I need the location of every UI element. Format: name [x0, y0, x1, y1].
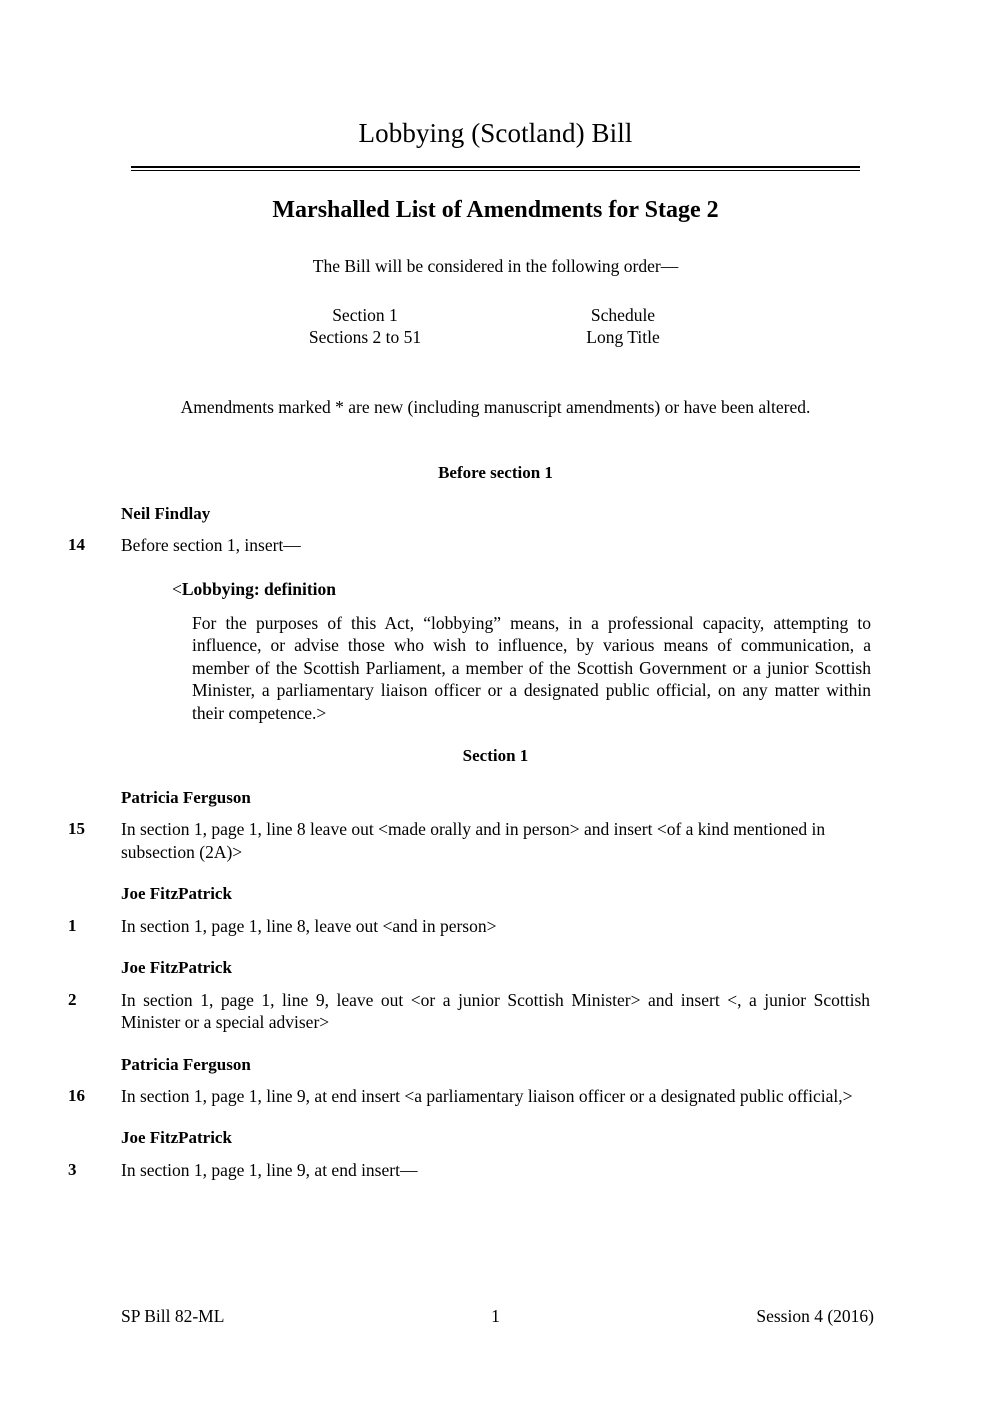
footer-bill-reference: SP Bill 82-ML: [121, 1306, 225, 1326]
member-name-neil-findlay: Neil Findlay: [121, 504, 211, 524]
amendment-number: 15: [68, 819, 85, 839]
amendment-number: 1: [68, 915, 77, 935]
amendments-note: Amendments marked * are new (including manuscript amendments) or have been altered.: [180, 396, 811, 417]
contents-item: Section 1: [332, 304, 398, 325]
amendment-entry-1: [0, 915, 991, 938]
footer-page-number: 1: [491, 1306, 500, 1326]
contents-item: Sections 2 to 51: [308, 327, 422, 348]
document-subtitle: Marshalled List of Amendments for Stage 2: [272, 197, 719, 224]
contents-columns: [0, 304, 991, 360]
inserted-provision-body: For the purposes of this Act, “lobbying” means, in a professional capacity, attempting to influence, or advise those who wish to influence, by various means of communication, a member of the Scottish Parliament, a member of the Scottish Government or a junior Scottish Minister, a parliamentary liaison officer or a designated public official, on any matter within their competence.>: [192, 612, 871, 723]
page-title: Lobbying (Scotland) Bill: [358, 118, 633, 148]
amendment-number: 16: [68, 1085, 85, 1105]
contents-item: Long Title: [586, 327, 660, 348]
contents-item: Schedule: [590, 304, 656, 325]
amendment-entry-3: [0, 1159, 991, 1182]
amendment-entry-14: [0, 534, 991, 557]
amendment-number: 3: [68, 1159, 77, 1179]
open-angle-bracket: <: [172, 578, 182, 599]
inserted-provision-title: Lobbying: definition: [181, 578, 337, 599]
amendment-text: In section 1, page 1, line 8 leave out <made orally and in person> and insert <of a kind mentioned in subsection (2A)>: [121, 819, 826, 862]
member-name-joe-fitzpatrick: Joe FitzPatrick: [121, 1128, 232, 1148]
member-name-patricia-ferguson: Patricia Ferguson: [121, 1054, 251, 1074]
contents-column-right: [473, 304, 773, 349]
footer-session: Session 4 (2016): [756, 1306, 874, 1326]
amendment-text: In section 1, page 1, line 9, leave out <or a junior Scottish Minister> and insert <, a junior Scottish Minister or a special adviser>: [121, 989, 870, 1033]
member-name-patricia-ferguson: Patricia Ferguson: [121, 787, 251, 807]
amendment-entry-15: [0, 818, 991, 863]
amendment-entry-2: [0, 989, 991, 1034]
page-footer: [0, 1306, 991, 1330]
amendment-text: In section 1, page 1, line 9, at end insert—: [121, 1159, 418, 1180]
contents-column-left: [215, 304, 515, 349]
amendment-entry-16: [0, 1085, 991, 1108]
member-name-joe-fitzpatrick: Joe FitzPatrick: [121, 884, 232, 904]
member-name-joe-fitzpatrick: Joe FitzPatrick: [121, 958, 232, 978]
amendment-number: 14: [68, 535, 85, 555]
section-heading-section-1: Section 1: [462, 746, 529, 766]
amendment-text: Before section 1, insert—: [121, 535, 301, 556]
consideration-order-intro: The Bill will be considered in the following order—: [312, 255, 679, 276]
section-heading-before-section-1: Before section 1: [438, 462, 553, 482]
amendment-number: 2: [68, 989, 77, 1009]
amendment-text: In section 1, page 1, line 8, leave out <and in person>: [121, 915, 497, 936]
amendment-text: In section 1, page 1, line 9, at end insert <a parliamentary liaison officer or a designated public official,>: [121, 1085, 853, 1106]
inserted-provision-heading: [0, 557, 991, 600]
